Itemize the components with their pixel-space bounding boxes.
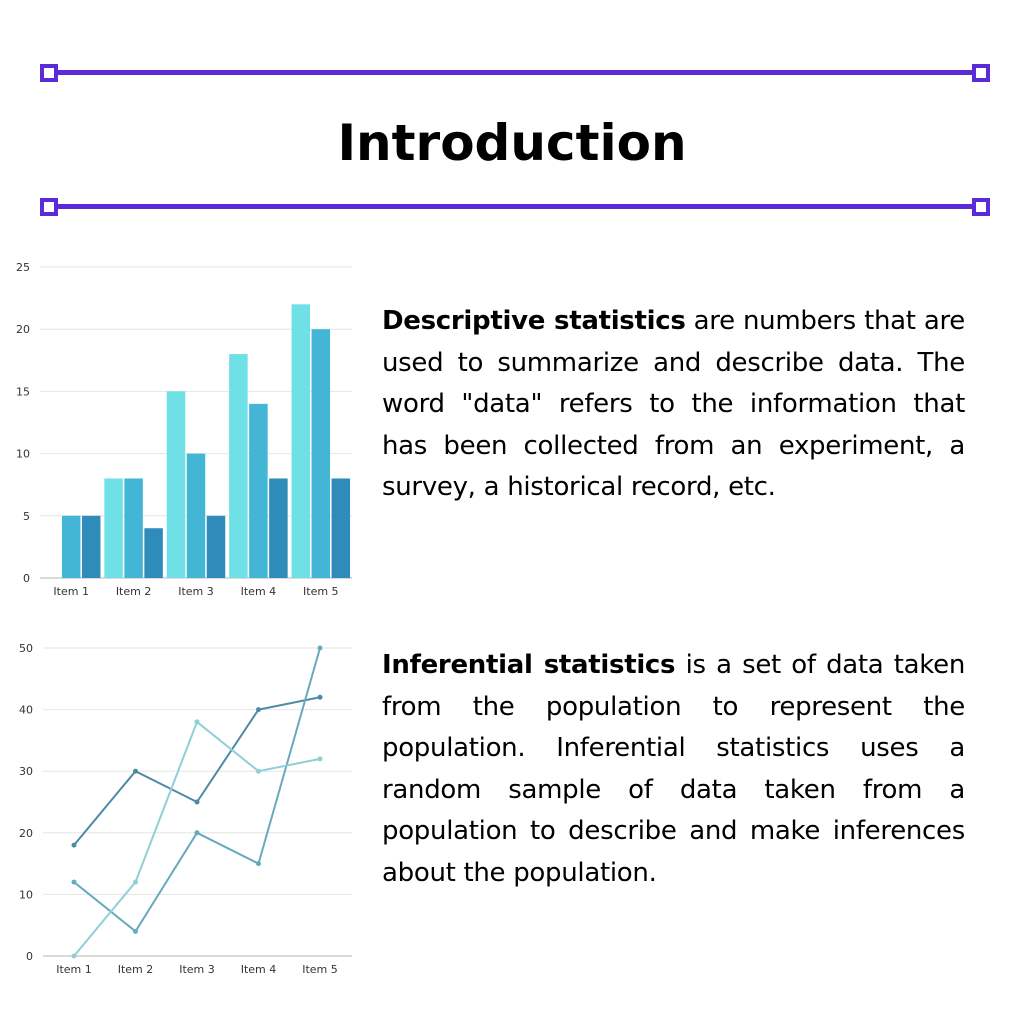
y-tick-label: 20 (19, 826, 33, 840)
data-point (195, 719, 200, 724)
bar (62, 516, 80, 578)
data-point (72, 880, 77, 885)
bar (292, 304, 311, 578)
y-tick-label: 0 (26, 950, 33, 963)
data-point (133, 929, 138, 934)
y-tick-label: 40 (19, 703, 33, 717)
x-tick-label: Item 2 (115, 585, 152, 598)
data-point (133, 769, 138, 774)
bar (124, 478, 143, 578)
data-point (72, 954, 77, 959)
x-tick-label: Item 4 (240, 585, 277, 598)
series-line (74, 722, 320, 956)
x-tick-label: Item 5 (303, 585, 339, 598)
data-point (318, 695, 323, 700)
data-point (195, 830, 200, 835)
descriptive-statistics-paragraph (382, 301, 965, 509)
bar-chart-svg (0, 250, 365, 610)
y-tick-label: 10 (16, 447, 30, 461)
data-point (133, 880, 138, 885)
bar (144, 528, 163, 578)
y-tick-label: 20 (16, 323, 30, 337)
bottom-divider (49, 204, 981, 209)
data-point (318, 756, 323, 761)
y-tick-label: 50 (19, 642, 33, 655)
top-divider-right-handle (972, 64, 990, 82)
bar-chart (0, 250, 365, 610)
data-point (256, 707, 261, 712)
inferential-statistics-term: Inferential statistics (382, 650, 676, 680)
bar (269, 478, 288, 578)
data-point (195, 800, 200, 805)
bottom-divider-left-handle (40, 198, 58, 216)
bar (104, 478, 123, 578)
y-tick-label: 30 (19, 765, 33, 779)
line-chart (0, 630, 365, 990)
data-point (318, 646, 323, 651)
bar (312, 329, 331, 578)
x-tick-label: Item 2 (117, 963, 154, 976)
data-point (72, 843, 77, 848)
x-tick-label: Item 4 (240, 963, 277, 976)
top-divider-left-handle (40, 64, 58, 82)
page-title: Introduction (337, 114, 687, 172)
x-tick-label: Item 3 (179, 963, 215, 976)
x-tick-label: Item 1 (56, 963, 92, 976)
y-tick-label: 5 (23, 509, 30, 523)
bar (167, 391, 186, 578)
data-point (256, 769, 261, 774)
y-tick-label: 10 (19, 888, 33, 902)
y-tick-label: 0 (23, 572, 30, 585)
bottom-divider-right-handle (972, 198, 990, 216)
line-chart-svg (0, 630, 365, 990)
x-tick-label: Item 1 (53, 585, 89, 598)
y-tick-label: 15 (16, 385, 30, 399)
inferential-statistics-text: is a set of data taken from the population to represent the population. Inferential statistics uses a random sample of data taken from a population to describe and make inferences about the population. (382, 650, 966, 888)
bar (187, 454, 206, 578)
x-tick-label: Item 3 (178, 585, 214, 598)
y-tick-label: 25 (16, 261, 30, 274)
bar (229, 354, 248, 578)
bar (249, 404, 268, 578)
data-point (256, 861, 261, 866)
x-tick-label: Item 5 (302, 963, 338, 976)
descriptive-statistics-term: Descriptive statistics (382, 306, 686, 336)
bar (82, 516, 101, 578)
series-line (74, 648, 320, 931)
inferential-statistics-paragraph (382, 645, 965, 895)
bar (332, 478, 351, 578)
top-divider (49, 70, 981, 75)
descriptive-statistics-text: are numbers that are used to summarize and describe data. The word "data" refers to the information that has been collected from an experiment, a survey, a historical record, etc. (382, 306, 965, 503)
bar (207, 516, 226, 578)
